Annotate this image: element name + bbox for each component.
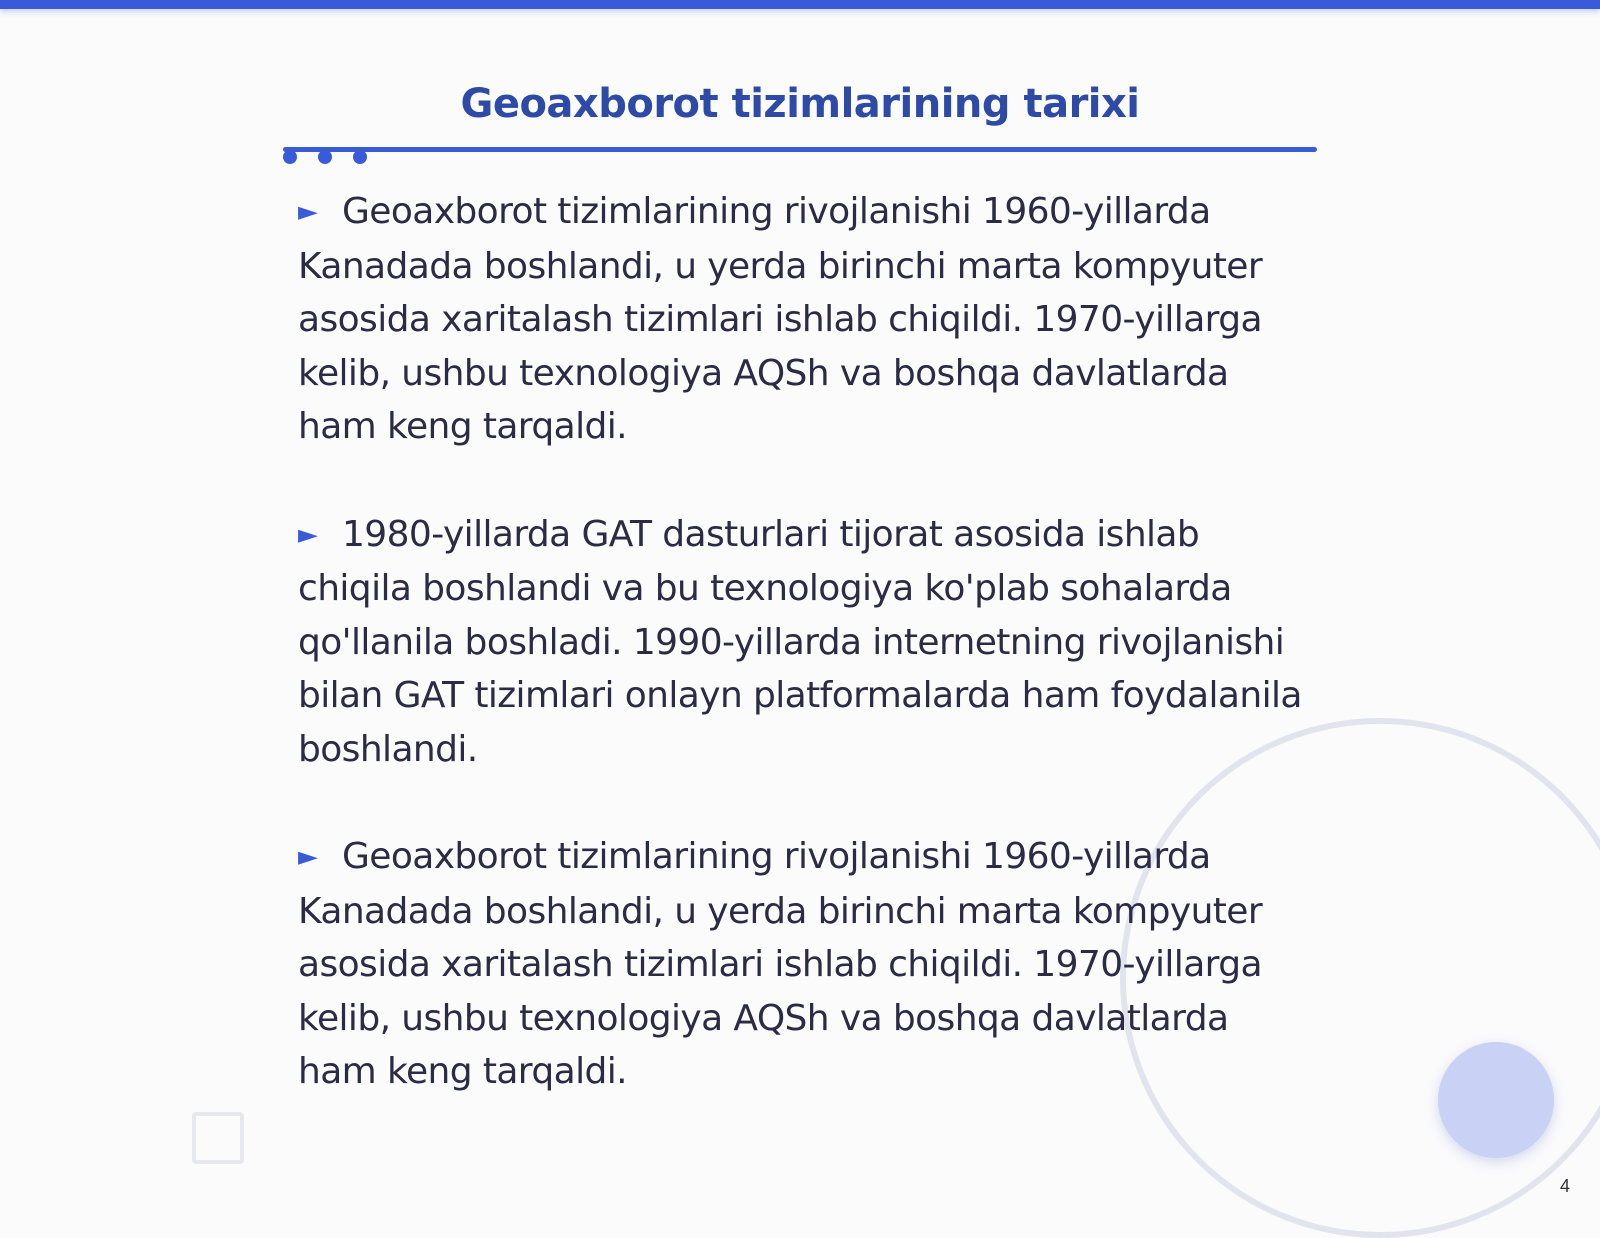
- triangle-right-icon: ►: [298, 519, 318, 550]
- bullet-text-1: Geoaxborot tizimlarining rivojlanishi 1960-yillarda Kanadada boshlandi, u yerda birinchi marta kompyuter asosida xaritalash tizimlari ishlab chiqildi. 1970-yillarga kelib, ushbu texnologiya AQSh va boshqa davlatlarda ham keng tarqaldi.: [298, 191, 1263, 447]
- triangle-right-icon: ►: [298, 842, 318, 872]
- triangle-right-icon: ►: [298, 197, 318, 227]
- decorative-circle: [1438, 1042, 1554, 1158]
- slide-title: Geoaxborot tizimlarining tarixi: [460, 81, 1140, 127]
- page-number: 4: [1559, 1176, 1570, 1196]
- bullet-item-3: [298, 830, 1308, 1099]
- bullet-item-2: [298, 508, 1308, 777]
- decorative-dot-2: [318, 150, 332, 164]
- bullet-item-1: [298, 185, 1308, 454]
- decorative-square: [192, 1112, 244, 1164]
- decorative-dot-3: [353, 150, 367, 164]
- bullet-text-2: 1980-yillarda GAT dasturlari tijorat asosida ishlab chiqila boshlandi va bu texnologiya ko'plab sohalarda qo'llanila boshladi. 1990-yillarda internetning rivojlanishi bilan GAT tizimlari onlayn platformalarda ham foydalanila boshlandi.: [298, 513, 1302, 770]
- bullet-list: [298, 185, 1308, 1153]
- bullet-text-3: Geoaxborot tizimlarining rivojlanishi 1960-yillarda Kanadada boshlandi, u yerda birinchi marta kompyuter asosida xaritalash tizimlari ishlab chiqildi. 1970-yillarga kelib, ushbu texnologiya AQSh va boshqa davlatlarda ham keng tarqaldi.: [298, 836, 1263, 1092]
- top-accent-bar: [0, 0, 1600, 9]
- title-underline: [283, 147, 1317, 152]
- decorative-dot-1: [283, 150, 297, 164]
